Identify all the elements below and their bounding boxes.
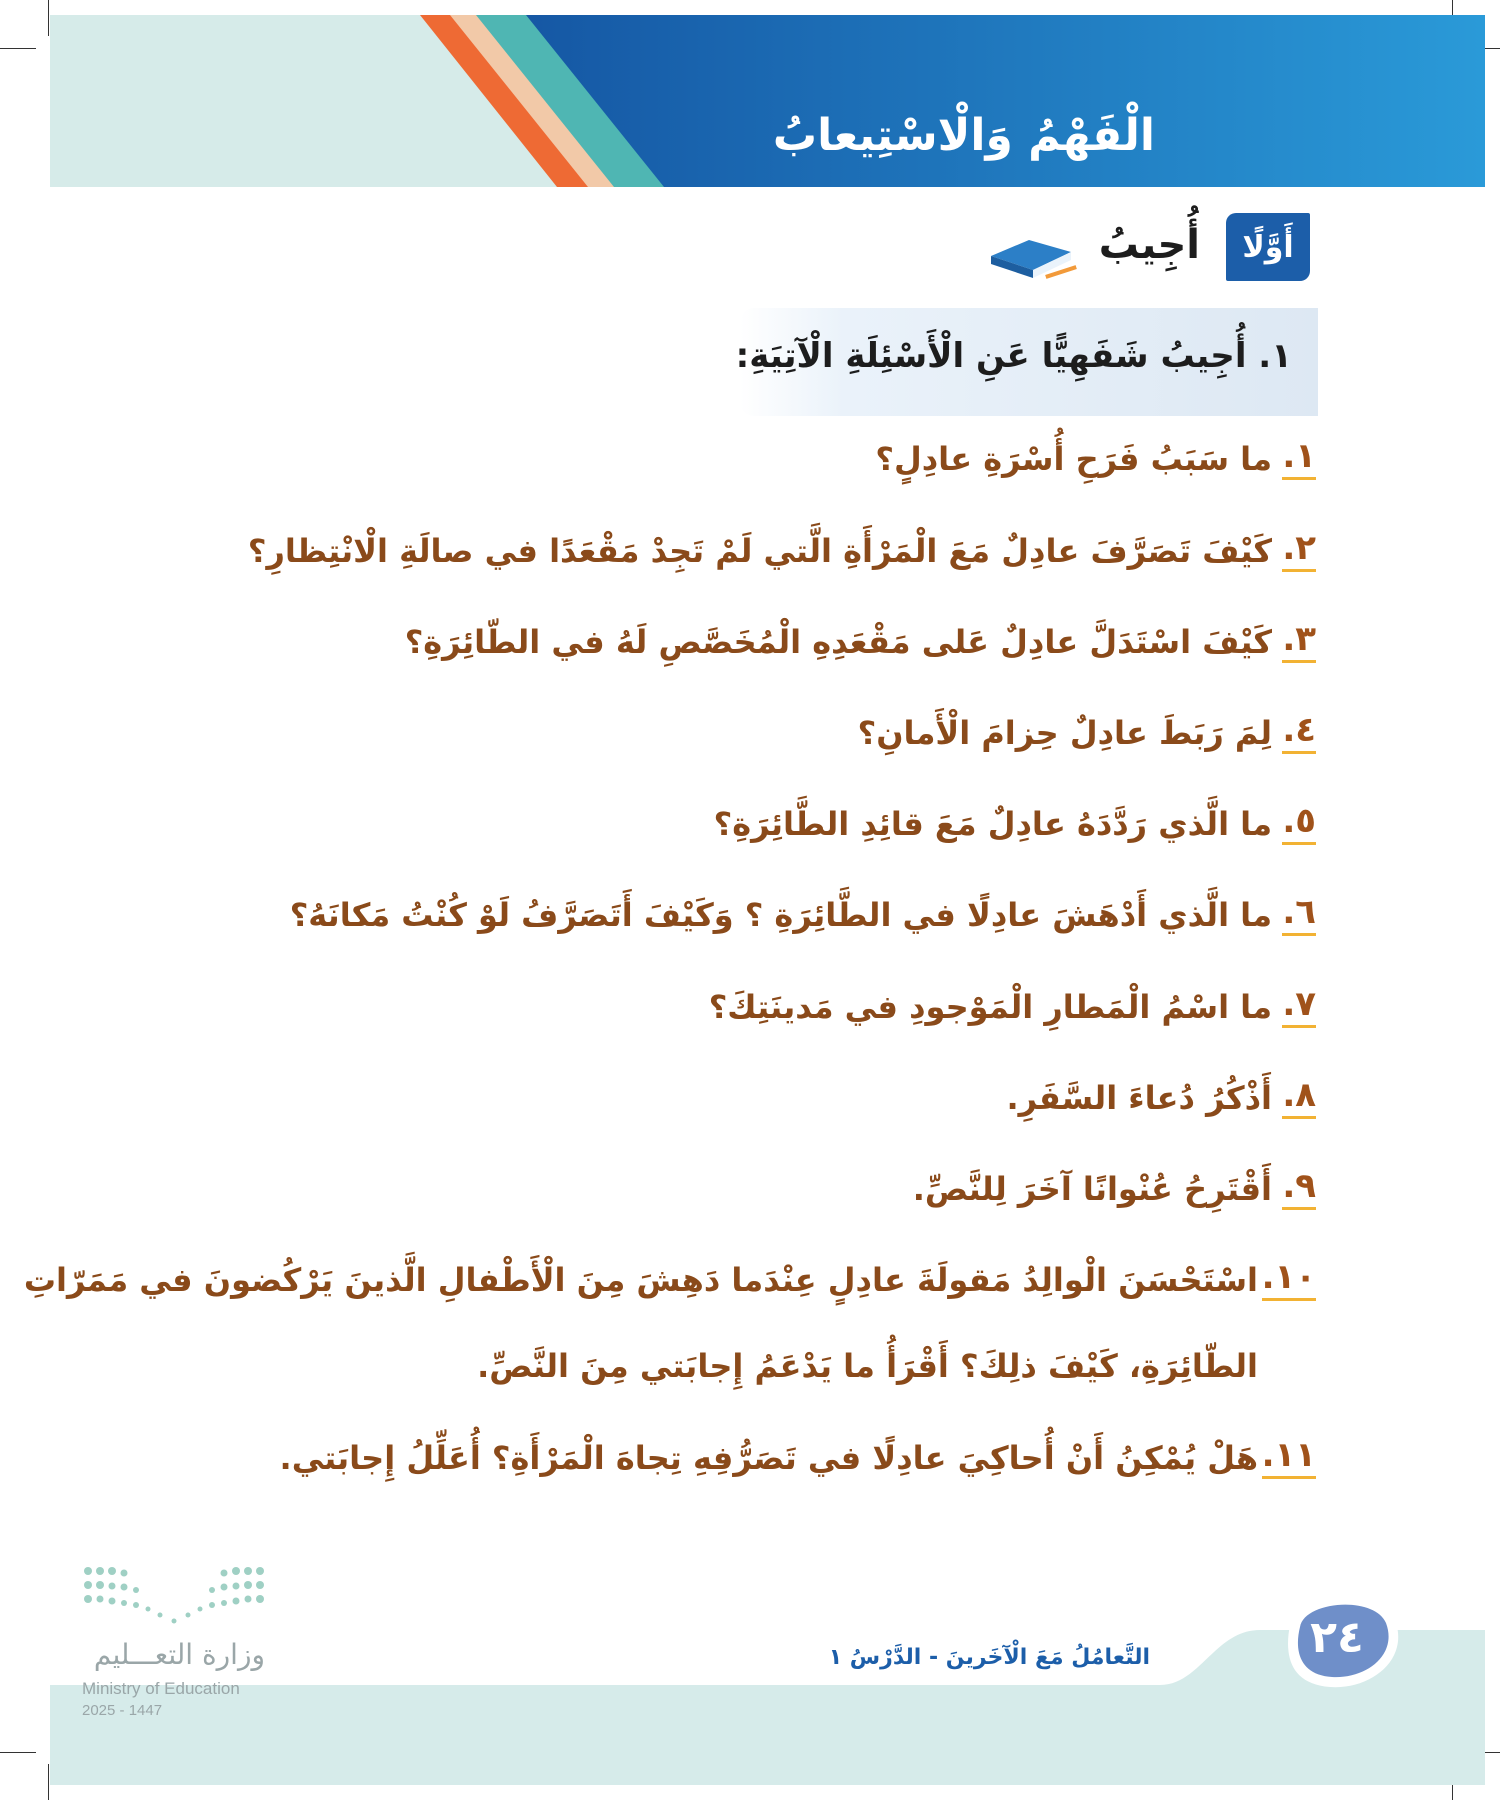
question-text-continued: الطّائِرَةِ، كَيْفَ ذلِكَ؟ أَقْرَأُ ما يَدْعَمُ إِجابَتي مِنَ النَّصِّ. [477,1347,1258,1385]
question-text: لِمَ رَبَطَ عادِلٌ حِزامَ الْأَمانِ؟ [857,714,1272,752]
ministry-logo-icon [82,1565,267,1627]
lesson-label: التَّعامُلُ مَعَ الْآخَرينَ - الدَّرْسُ ١ [828,1645,1150,1670]
question-text: هَلْ يُمْكِنُ أَنْ أُحاكِيَ عادِلًا في تَصَرُّفِهِ تِجاهَ الْمَرْأَةِ؟ أُعَلِّلُ إِجابَتي. [279,1439,1258,1477]
header-background [50,15,1485,187]
instruction-text: ١. أُجِيبُ شَفَهِيًّا عَنِ الْأَسْئِلَةِ الْآتِيَةِ: [735,336,1292,376]
question-text: ما سَبَبُ فَرَحِ أُسْرَةِ عادِلٍ؟ [875,440,1272,478]
question-number: ١١. [1262,1437,1316,1479]
crop-mark [0,48,36,49]
instruction-box [735,308,1318,416]
ministry-name-arabic: وزارة التعـــليم [93,1638,265,1671]
section-title: أُجِيبُ [1098,222,1200,268]
question-text: أَذْكُرُ دُعاءَ السَّفَرِ. [1006,1079,1272,1117]
question-text: ما اسْمُ الْمَطارِ الْمَوْجودِ في مَدينَتِكَ؟ [708,988,1272,1026]
question-text: ما الَّذي رَدَّدَهُ عادِلٌ مَعَ قائِدِ الطَّائِرَةِ؟ [713,805,1272,843]
question-text: ما الَّذي أَدْهَشَ عادِلًا في الطَّائِرَةِ ؟ وَكَيْفَ أَتَصَرَّفُ لَوْ كُنْتُ مَكانَهُ؟ [289,896,1272,934]
question-number: ٤. [1282,712,1316,754]
section-badge: أَوَّلًا [1226,213,1310,281]
page-header [50,15,1485,187]
question-text: كَيْفَ اسْتَدَلَّ عادِلٌ عَلى مَقْعَدِهِ الْمُخَصَّصِ لَهُ في الطّائِرَةِ؟ [404,623,1272,661]
question-text: اسْتَحْسَنَ الْوالِدُ مَقولَةَ عادِلٍ عِنْدَما دَهِشَ مِنَ الْأَطْفالِ الَّذينَ يَرْكُضونَ في مَمَرّاتِ [23,1261,1258,1299]
crop-mark [0,1752,36,1753]
book-icon [985,232,1080,280]
question-number: ٧. [1282,986,1316,1028]
question-number: ٣. [1282,621,1316,663]
question-text: أَقْتَرِحُ عُنْوانًا آخَرَ لِلنَّصِّ. [912,1170,1272,1208]
ministry-year: 2025 - 1447 [82,1702,163,1719]
page-title: الْفَهْمُ وَالْاسْتِيعابُ [772,110,1155,161]
question-text: كَيْفَ تَصَرَّفَ عادِلٌ مَعَ الْمَرْأَةِ الَّتي لَمْ تَجِدْ مَقْعَدًا في صالَةِ الْانْتِظارِ؟ [247,532,1272,570]
question-number: ٩. [1282,1168,1316,1210]
question-number: ٦. [1282,894,1316,936]
question-number: ٢. [1282,530,1316,572]
question-number: ٥. [1282,803,1316,845]
ministry-name-english: Ministry of Education [82,1679,240,1698]
crop-mark [48,1764,49,1800]
question-number: ١. [1282,438,1316,480]
question-number: ٨. [1282,1077,1316,1119]
page-number: ٢٤ [1310,1612,1364,1663]
crop-mark [48,0,49,36]
question-number: ١٠. [1262,1259,1316,1301]
